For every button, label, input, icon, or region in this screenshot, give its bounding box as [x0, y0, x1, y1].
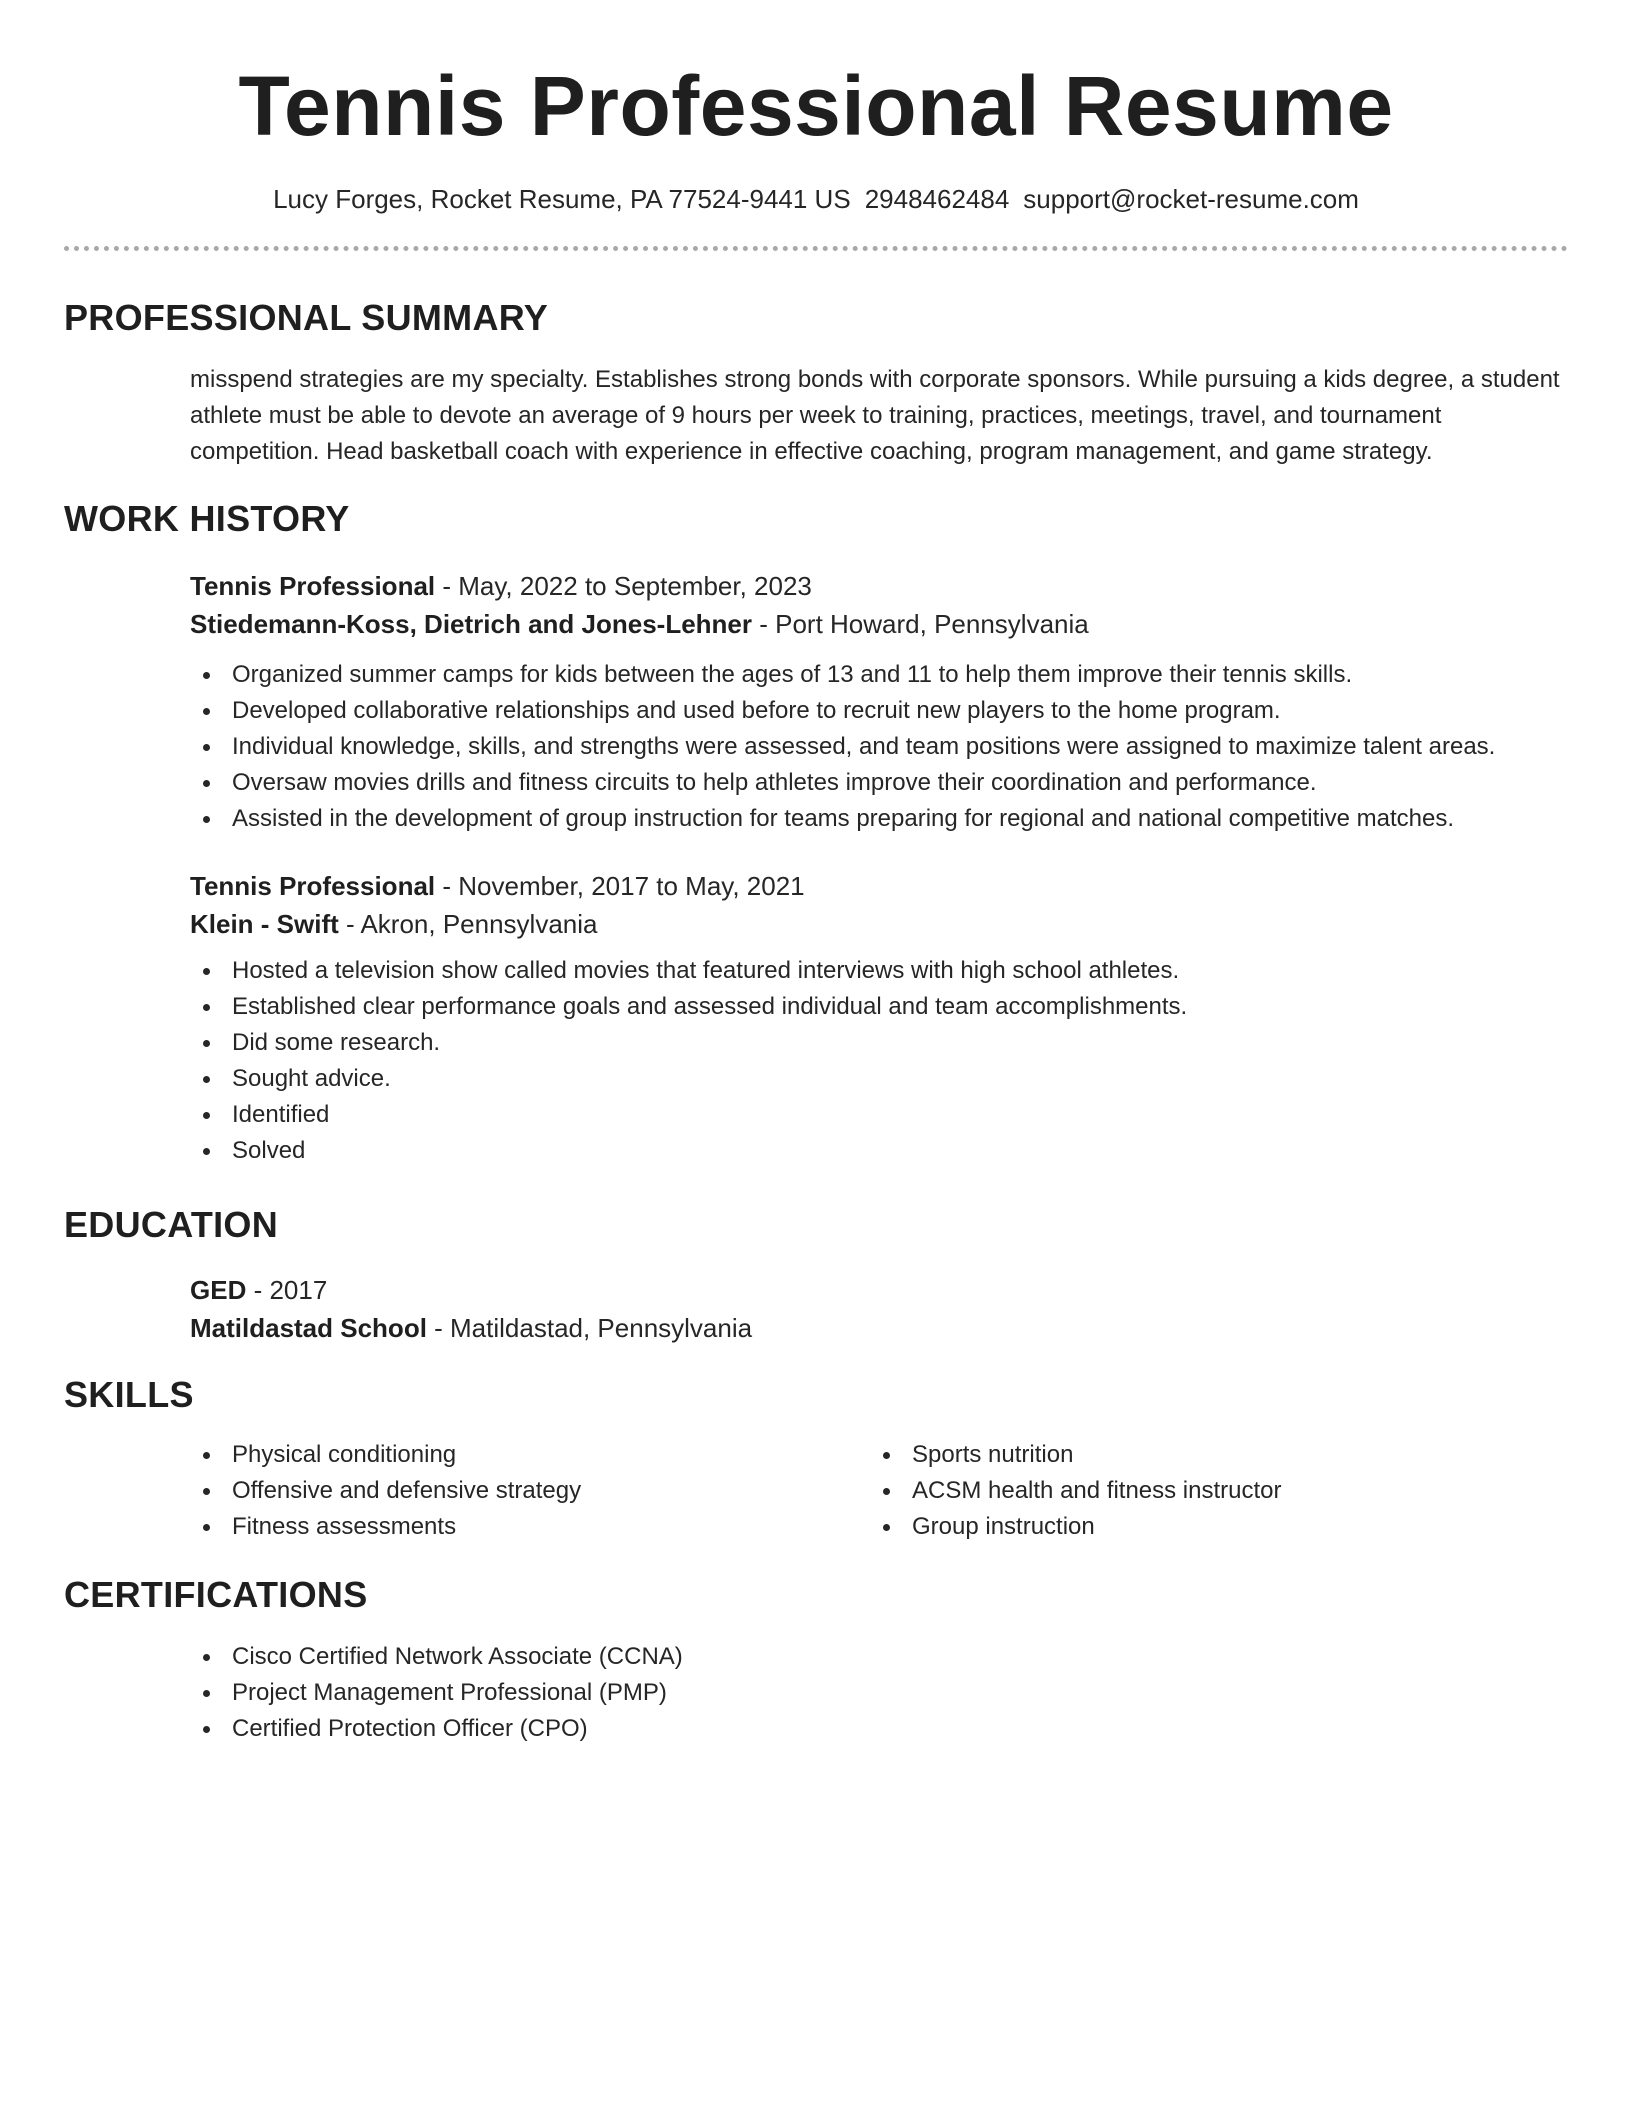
list-item: Group instruction — [868, 1509, 1548, 1545]
job-company-line — [190, 905, 1568, 943]
job-title-line — [190, 567, 1568, 605]
job-company-line — [190, 605, 1568, 643]
list-item: Physical conditioning — [188, 1437, 868, 1473]
list-item: ACSM health and fitness instructor — [868, 1473, 1548, 1509]
list-item: Solved — [188, 1133, 1568, 1169]
certifications-section — [64, 1573, 1568, 1747]
job-location: - Port Howard, Pennsylvania — [752, 609, 1089, 639]
header-divider — [64, 246, 1568, 251]
education-entry — [190, 1271, 1568, 1347]
list-item: Assisted in the development of group instruction for teams preparing for regional and national competitive matches. — [188, 801, 1568, 837]
skills-section — [64, 1373, 1568, 1545]
list-item: Project Management Professional (PMP) — [188, 1675, 1568, 1711]
list-item: Individual knowledge, skills, and strengths were assessed, and team positions were assigned to maximize talent areas. — [188, 729, 1568, 765]
summary-section — [64, 296, 1568, 470]
skills-list-right — [868, 1437, 1548, 1545]
job-location: - Akron, Pennsylvania — [338, 909, 598, 939]
list-item: Hosted a television show called movies that featured interviews with high school athletes. — [188, 953, 1568, 989]
page-title: Tennis Professional Resume — [238, 59, 1394, 153]
list-item: Sought advice. — [188, 1061, 1568, 1097]
job-company: Stiedemann-Koss, Dietrich and Jones-Lehner — [190, 609, 753, 639]
degree-year: - 2017 — [246, 1275, 328, 1305]
list-item: Identified — [188, 1097, 1568, 1133]
work-history-section — [64, 497, 1568, 1169]
list-item: Certified Protection Officer (CPO) — [188, 1711, 1568, 1747]
job-title-line — [190, 867, 1568, 905]
contact-address: Lucy Forges, Rocket Resume, PA 77524-9441 US — [273, 184, 851, 214]
list-item: Fitness assessments — [188, 1509, 868, 1545]
certifications-list — [188, 1639, 1568, 1747]
job-bullets — [188, 657, 1568, 837]
list-item: Did some research. — [188, 1025, 1568, 1061]
degree-line — [190, 1271, 1568, 1309]
skills-list-left — [188, 1437, 868, 1545]
contact-phone: 2948462484 — [864, 184, 1010, 214]
contact-email: support@rocket-resume.com — [1023, 184, 1359, 214]
education-section — [64, 1203, 1568, 1347]
section-heading-education: EDUCATION — [64, 1204, 279, 1245]
job-bullets — [188, 953, 1568, 1169]
degree: GED — [190, 1275, 247, 1305]
job-dates: - May, 2022 to September, 2023 — [435, 571, 812, 601]
school-name: Matildastad School — [190, 1313, 427, 1343]
skills-columns — [188, 1437, 1568, 1545]
job-title: Tennis Professional — [190, 871, 436, 901]
list-item: Cisco Certified Network Associate (CCNA) — [188, 1639, 1568, 1675]
section-heading-summary: PROFESSIONAL SUMMARY — [64, 297, 549, 338]
section-heading-skills: SKILLS — [64, 1374, 194, 1415]
contact-line — [64, 182, 1568, 216]
school-location: - Matildastad, Pennsylvania — [426, 1313, 753, 1343]
section-heading-certifications: CERTIFICATIONS — [64, 1574, 368, 1615]
job-company: Klein - Swift — [190, 909, 339, 939]
list-item: Organized summer camps for kids between the ages of 13 and 11 to help them improve their tennis skills. — [188, 657, 1568, 693]
school-line — [190, 1309, 1568, 1347]
list-item: Offensive and defensive strategy — [188, 1473, 868, 1509]
resume-page — [64, 0, 1568, 1742]
list-item: Developed collaborative relationships and used before to recruit new players to the home program. — [188, 693, 1568, 729]
list-item: Oversaw movies drills and fitness circuits to help athletes improve their coordination and performance. — [188, 765, 1568, 801]
job-entry — [190, 867, 1568, 1169]
list-item: Established clear performance goals and assessed individual and team accomplishments. — [188, 989, 1568, 1025]
job-title: Tennis Professional — [190, 571, 436, 601]
section-heading-work: WORK HISTORY — [64, 498, 350, 539]
summary-text: misspend strategies are my specialty. Establishes strong bonds with corporate sponsors. While pursuing a kids degree, a student athlete must be able to devote an average of 9 hours per week to training, practices, meetings, travel, and tournament competition. Head basketball coach with experience in effective coaching, program management, and game strategy. — [190, 366, 1560, 465]
job-entry — [190, 567, 1568, 837]
job-dates: - November, 2017 to May, 2021 — [435, 871, 805, 901]
list-item: Sports nutrition — [868, 1437, 1548, 1473]
